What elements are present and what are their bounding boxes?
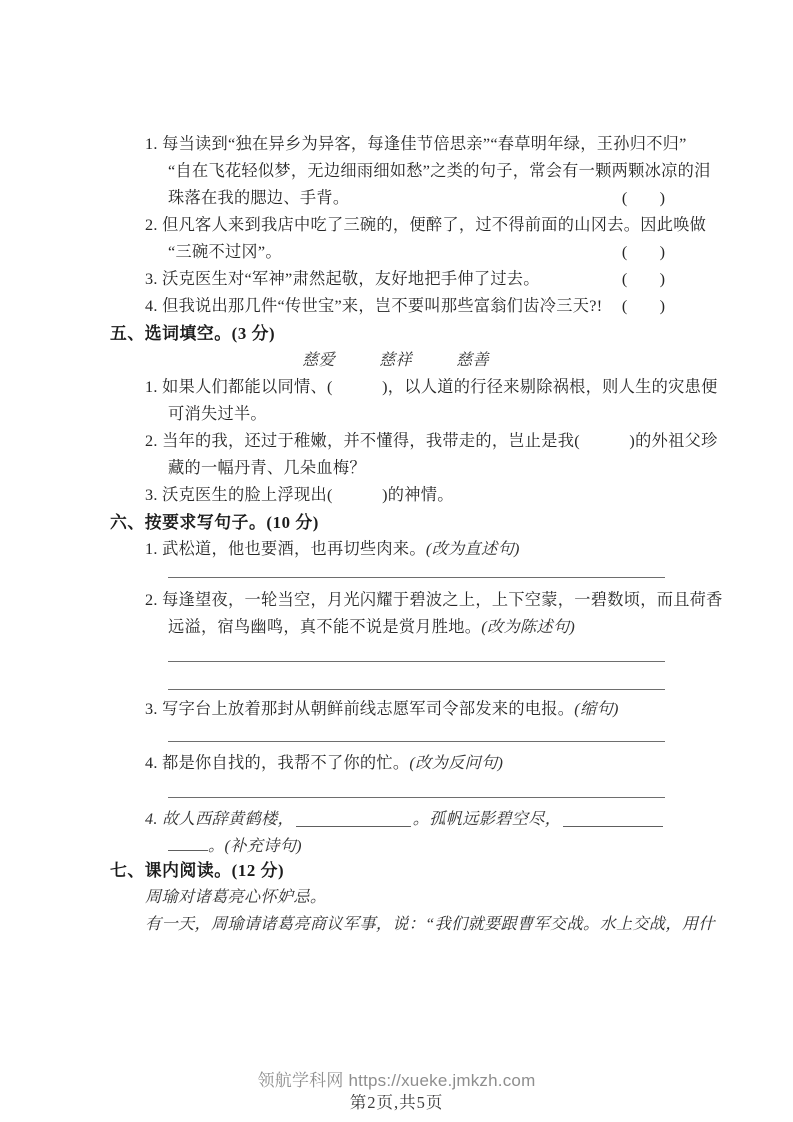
answer-line-1 (168, 563, 665, 578)
word-bank-option-1: 慈爱 (302, 351, 335, 369)
sentence-item-2-line-1: 2. 每逢望夜，一轮当空，月光闪耀于碧波之上，上下空蒙，一碧数顷，而且荷香 (145, 591, 723, 609)
judge-brackets-1: ( ) (621, 189, 665, 207)
judge-item-1-tail: 珠落在我的腮边、手背。 (168, 189, 350, 207)
word-bank-option-3: 慈善 (455, 351, 489, 369)
answer-line-5 (168, 777, 665, 798)
poem-completion-line-1 (110, 806, 665, 833)
fill-item-1-line-1: 1. 如果人们都能以同情、( )，以人道的行径来剔除祸根，则人生的灾患便 (145, 378, 718, 396)
section-5-items (110, 374, 718, 509)
judge-item-1-line-3 (110, 185, 665, 212)
judge-item-3-text: 3. 沃克医生对“军神”肃然起敬，友好地把手伸了过去。 (145, 270, 540, 288)
judge-item-3-line-1 (110, 266, 665, 293)
answer-line-2 (168, 641, 665, 662)
fill-item-2-line-1: 2. 当年的我，还过于稚嫩，并不懂得，我带走的，岂止是我( )的外祖父珍 (145, 432, 718, 450)
watermark-site-link: 领航学科网 https://xueke.jmkzh.com (257, 1071, 536, 1090)
judge-item-4-line-1 (110, 293, 665, 320)
exam-content (110, 131, 723, 938)
sentence-item-4-text: 4. 都是你自找的，我帮不了你的忙。 (145, 754, 410, 772)
reading-paragraph-1: 周瑜对诸葛亮心怀妒忌。 (145, 888, 327, 906)
answer-line-4 (168, 723, 665, 742)
judge-brackets-4: ( ) (621, 297, 665, 315)
sentence-item-3-text: 3. 写字台上放着那封从朝鲜前线志愿军司令部发来的电报。 (145, 700, 575, 718)
answer-line-3 (168, 662, 665, 690)
section-5-heading: 五、选词填空。(3 分) (110, 324, 276, 343)
word-bank-option-2: 慈祥 (378, 351, 412, 369)
sentence-item-1-note: (改为直述句) (425, 540, 520, 558)
section-6-heading: 六、按要求写句子。(10 分) (110, 513, 319, 532)
poem-completion-line-2 (110, 833, 665, 860)
reading-paragraph-2: 有一天，周瑜请诸葛亮商议军事，说：“我们就要跟曹军交战。水上交战，用什 (145, 915, 715, 933)
sentence-item-2-text: 远溢，宿鸟幽鸣，真不能不说是赏月胜地。 (168, 618, 482, 636)
judge-item-2-line-2 (110, 239, 665, 266)
sentence-item-2-line-2 (110, 614, 665, 641)
poem-tail: 。 (208, 837, 225, 855)
judge-brackets-2: ( ) (621, 243, 665, 261)
sentence-item-2-note: (改为陈述句) (481, 618, 576, 636)
section-4-judge-items (110, 131, 711, 320)
poem-lead: 4. 故人西辞黄鹤楼， (145, 810, 294, 828)
fill-item-2-line-2: 藏的一幅丹青、几朵血梅？ (168, 459, 366, 477)
judge-item-4-text: 4. 但我说出那几件“传世宝”来，岂不要叫那些富翁们齿冷三天?! (145, 297, 603, 315)
fill-item-3-line-1: 3. 沃克医生的脸上浮现出( )的神情。 (145, 486, 454, 504)
sentence-item-1 (110, 536, 665, 563)
sentence-item-1-text: 1. 武松道，他也要酒，也再切些肉来。 (145, 540, 426, 558)
sentence-item-4-note: (改为反问句) (409, 754, 504, 772)
sentence-item-3-note: (缩句) (574, 700, 619, 718)
poem-blank-3 (168, 833, 208, 851)
judge-item-1-line-2: “自在飞花轻似梦，无边细雨细如愁”之类的句子，常会有一颗两颗冰凉的泪 (168, 162, 711, 180)
poem-blank-2 (563, 806, 663, 827)
poem-note: (补充诗句) (224, 837, 302, 855)
judge-item-2-line-1: 2. 但凡客人来到我店中吃了三碗的，便醉了，过不得前面的山冈去。因此唤做 (145, 216, 707, 234)
sentence-item-3 (110, 696, 665, 723)
poem-middle: 。孤帆远影碧空尽， (412, 810, 562, 828)
judge-brackets-3: ( ) (621, 270, 665, 288)
section-7-heading: 七、课内阅读。(12 分) (110, 861, 285, 880)
sentence-item-4 (110, 750, 665, 777)
poem-blank-1 (296, 806, 411, 827)
section-6-items (110, 536, 723, 860)
judge-item-2-tail: “三碗不过冈”。 (168, 243, 282, 261)
page-number: 第2页,共5页 (349, 1093, 444, 1112)
word-bank (110, 347, 665, 374)
judge-item-1-line-1: 1. 每当读到“独在异乡为异客，每逢佳节倍思亲”“春草明年绿，王孙归不归” (145, 135, 687, 153)
fill-item-1-line-2: 可消失过半。 (168, 405, 267, 423)
